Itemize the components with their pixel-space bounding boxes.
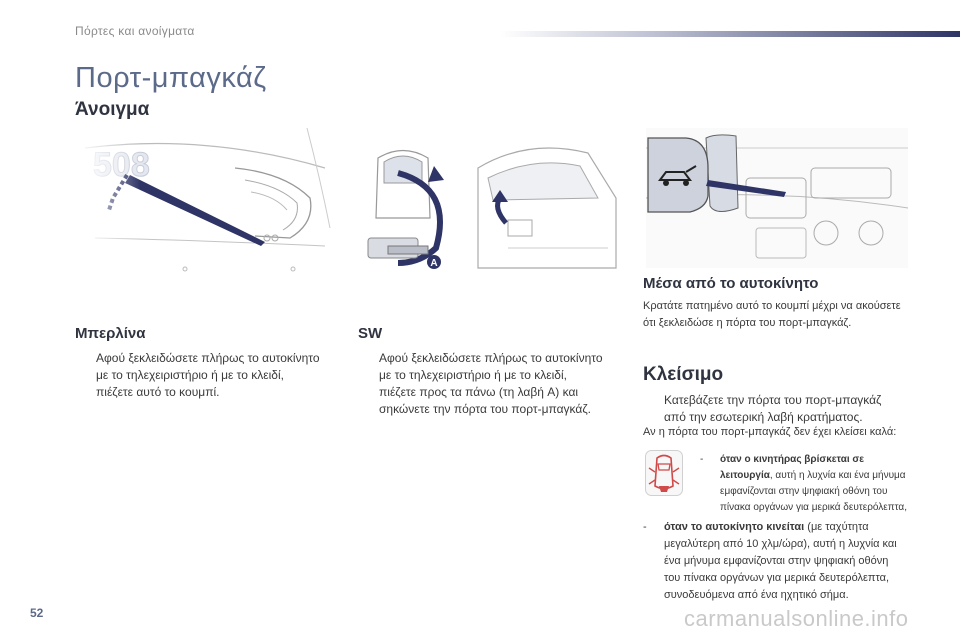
case2-text: συνοδευόμενα από ένα ηχητικό σήμα.	[664, 589, 849, 601]
sedan-line: Αφού ξεκλειδώσετε πλήρως το αυτοκίνητο	[96, 351, 320, 365]
inside-line: ότι ξεκλειδώσε η πόρτα του πορτ-μπαγκάζ.	[643, 317, 852, 329]
closing-instruction	[643, 392, 933, 428]
closing-note: Αν η πόρτα του πορτ-μπαγκάζ δεν έχει κλείσει καλά:	[643, 426, 897, 438]
sw-instruction	[358, 350, 633, 425]
sedan-trunk-illustration	[75, 128, 337, 298]
trunk-open-warning-icon	[645, 450, 683, 496]
sw-line: σηκώνετε την πόρτα του πορτ-μπαγκάζ.	[379, 402, 591, 416]
closing-line: Κατεβάζετε την πόρτα του πορτ-μπαγκάζ	[664, 393, 882, 407]
closing-heading: Κλείσιμο	[643, 364, 724, 385]
sw-line: Αφού ξεκλειδώσετε πλήρως το αυτοκίνητο	[379, 351, 603, 365]
header-gradient-bar	[500, 31, 960, 37]
sedan-heading: Μπερλίνα	[75, 325, 146, 342]
case2-text: του πίνακα οργάνων για μερικά δευτερόλεπτα,	[664, 572, 890, 584]
case2-bold: όταν το αυτοκίνητο κινείται	[664, 521, 805, 533]
watermark: carmanualsonline.info	[684, 606, 909, 631]
sedan-line: με το τηλεχειριστήριο ή με το κλειδί,	[96, 368, 284, 382]
inside-heading: Μέσα από το αυτοκίνητο	[643, 275, 819, 292]
case1-bold: όταν ο κινητήρας βρίσκεται σε	[720, 454, 865, 465]
case2-text: (με ταχύτητα	[804, 521, 869, 533]
sedan-line: πιέζετε αυτό το κουμπί.	[96, 385, 220, 399]
dash-marker: -	[700, 454, 704, 465]
page-title: Πορτ-μπαγκάζ	[75, 62, 267, 94]
interior-button-illustration	[646, 128, 908, 268]
closing-line: από την εσωτερική λαβή κρατήματος.	[664, 410, 863, 424]
case1-text: εμφανίζονται στην ψηφιακή οθόνη του	[720, 486, 888, 497]
sw-heading: SW	[358, 325, 383, 342]
page-number: 52	[30, 606, 44, 620]
case2-text: μεγαλύτερη από 10 χλμ/ώρα), αυτή η λυχνία και	[664, 538, 897, 550]
case1-text: , αυτή η λυχνία και ένα μήνυμα	[769, 470, 906, 481]
sw-line: πιέζετε προς τα πάνω (τη λαβή A) και	[379, 385, 579, 399]
inside-text	[643, 298, 943, 332]
case1-text: πίνακα οργάνων για μερικά δευτερόλεπτα,	[720, 502, 907, 513]
sedan-instruction	[75, 350, 345, 410]
case2-text: ένα μήνυμα εμφανίζονται στην ψηφιακή οθόνη	[664, 555, 889, 567]
dash-marker: -	[643, 521, 647, 533]
sw-tailgate-illustration	[358, 128, 620, 298]
page-subtitle: Άνοιγμα	[75, 99, 150, 120]
callout-a: A	[430, 258, 438, 269]
case1-bold: λειτουργία	[720, 470, 770, 481]
inside-line: Κρατάτε πατημένο αυτό το κουμπί μέχρι να ακούσετε	[643, 300, 901, 312]
sw-line: με το τηλεχειριστήριο ή με το κλειδί,	[379, 368, 567, 382]
running-header: Πόρτες και ανοίγματα	[75, 24, 195, 38]
